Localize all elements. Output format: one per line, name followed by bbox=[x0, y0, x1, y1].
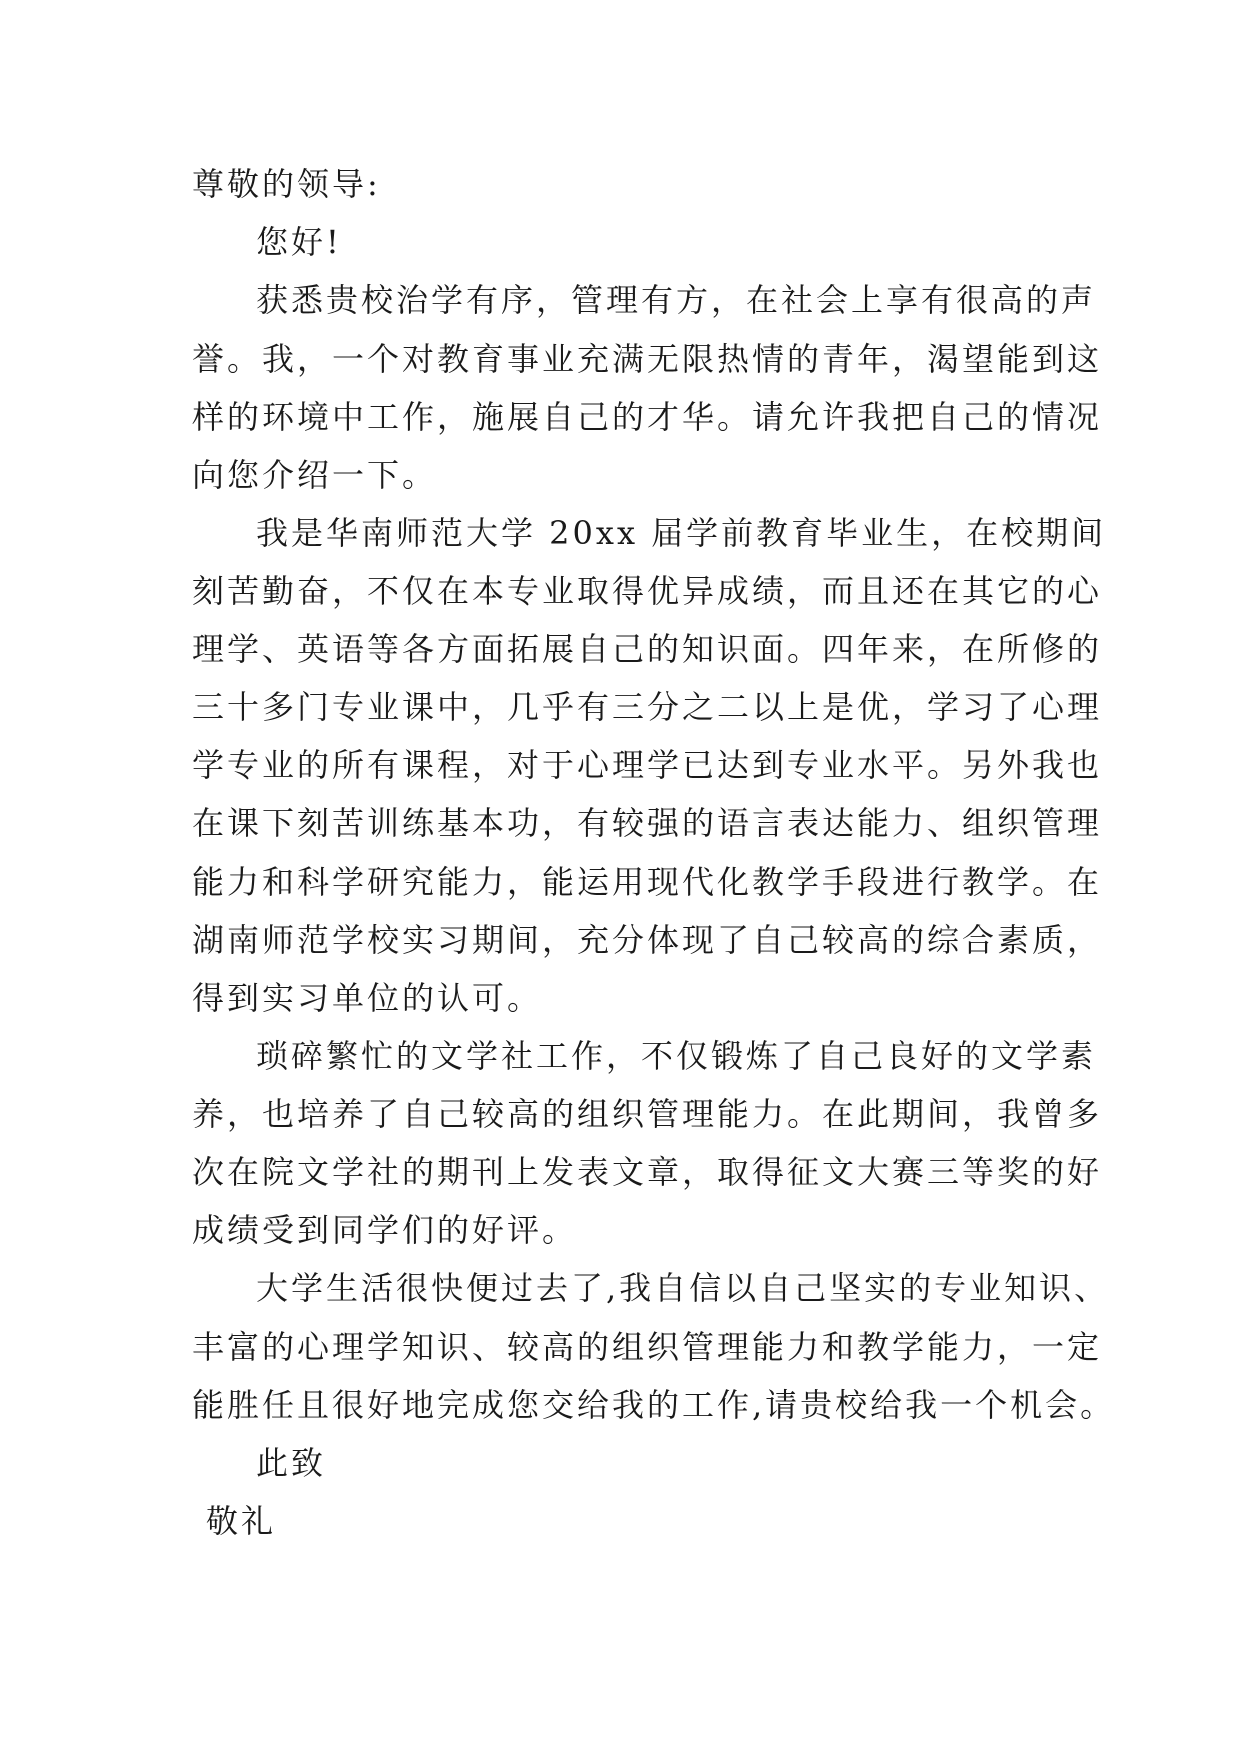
paragraph-4-line: 大学生活很快便过去了,我自信以自己坚实的专业知识、 bbox=[256, 1269, 1110, 1307]
paragraph-3-line: 琐碎繁忙的文学社工作，不仅锻炼了自己良好的文学素 bbox=[256, 1037, 1097, 1075]
paragraph-2-line: 湖南师范学校实习期间，充分体现了自己较高的综合素质， bbox=[192, 921, 1103, 959]
paragraph-2-line: 得到实习单位的认可。 bbox=[192, 979, 543, 1017]
paragraph-4-line: 丰富的心理学知识、较高的组织管理能力和教学能力，一定 bbox=[192, 1328, 1103, 1366]
paragraph-1-line: 誉。我，一个对教育事业充满无限热情的青年，渴望能到这 bbox=[192, 340, 1103, 378]
paragraph-1-line: 向您介绍一下。 bbox=[192, 456, 438, 494]
paragraph-4-line: 能胜任且很好地完成您交给我的工作,请贵校给我一个机会。 bbox=[192, 1386, 1116, 1424]
paragraph-2-line: 学专业的所有课程，对于心理学已达到专业水平。另外我也 bbox=[192, 746, 1103, 784]
closing-line-1: 此致 bbox=[256, 1444, 327, 1482]
paragraph-2-line: 在课下刻苦训练基本功，有较强的语言表达能力、组织管理 bbox=[192, 804, 1103, 842]
salutation: 尊敬的领导: bbox=[192, 165, 381, 203]
greeting: 您好! bbox=[256, 223, 342, 261]
paragraph-1-line: 样的环境中工作，施展自己的才华。请允许我把自己的情况 bbox=[192, 398, 1103, 436]
paragraph-2-line: 我是华南师范大学 20xx 届学前教育毕业生，在校期间 bbox=[256, 514, 1107, 552]
paragraph-2-line: 刻苦勤奋，不仅在本专业取得优异成绩，而且还在其它的心 bbox=[192, 572, 1103, 610]
paragraph-2-line: 三十多门专业课中，几乎有三分之二以上是优，学习了心理 bbox=[192, 688, 1103, 726]
paragraph-3-line: 成绩受到同学们的好评。 bbox=[192, 1211, 578, 1249]
paragraph-2-line: 理学、英语等各方面拓展自己的知识面。四年来，在所修的 bbox=[192, 630, 1103, 668]
paragraph-1-line: 获悉贵校治学有序，管理有方，在社会上享有很高的声 bbox=[256, 281, 1097, 319]
closing-line-2: 敬礼 bbox=[206, 1502, 277, 1540]
paragraph-3-line: 次在院文学社的期刊上发表文章，取得征文大赛三等奖的好 bbox=[192, 1153, 1103, 1191]
paragraph-3-line: 养，也培养了自己较高的组织管理能力。在此期间，我曾多 bbox=[192, 1095, 1103, 1133]
paragraph-2-line: 能力和科学研究能力，能运用现代化教学手段进行教学。在 bbox=[192, 863, 1103, 901]
